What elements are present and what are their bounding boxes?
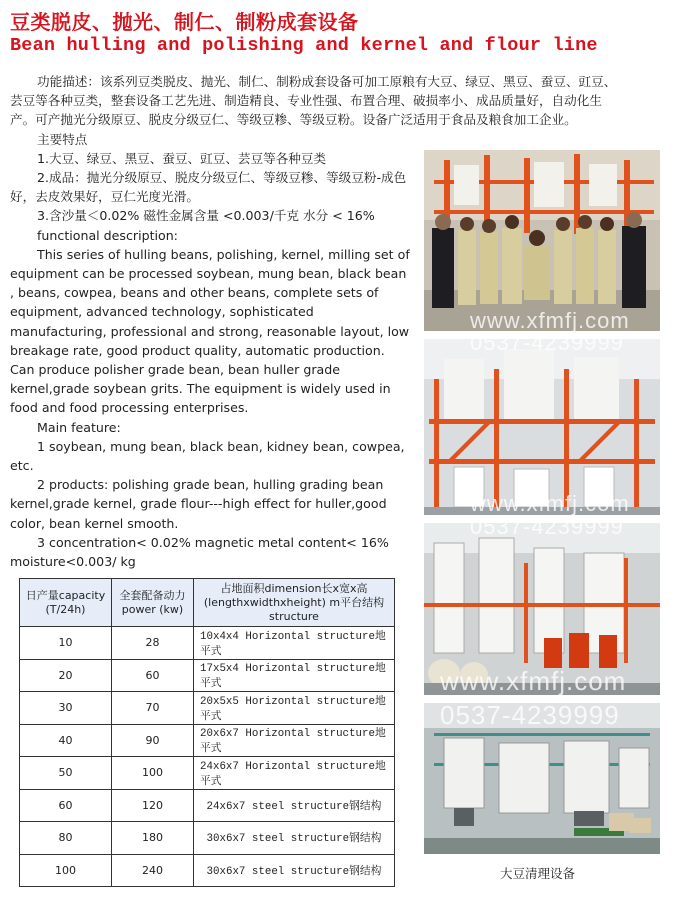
feature-cn-2: 2.成品：抛光分级原豆、脱皮分级豆仁、等级豆糁、等级豆粉-成色好，去皮效果好，豆仁光度光滑。 xyxy=(10,170,407,205)
cell-power: 240 xyxy=(112,854,194,887)
photo-caption: 大豆清理设备 xyxy=(500,866,576,881)
feature-cn-3: 3.含沙量＜0.02% 磁性金属含量 <0.003/千克 水分 < 16% xyxy=(37,208,375,224)
cell-dimension: 10x4x4 Horizontal structure地平式 xyxy=(194,627,395,660)
cell-capacity: 80 xyxy=(20,822,112,855)
cell-capacity: 20 xyxy=(20,659,112,692)
header-dimension: 占地面积dimension长x宽x高 (lengthxwidthxheight) m平台结构 structure xyxy=(194,579,395,627)
table-row xyxy=(20,854,395,887)
cell-power: 180 xyxy=(112,822,194,855)
photo-team xyxy=(424,150,660,331)
feature-en-1: 1 soybean, mung bean, black bean, kidney bean, cowpea, etc. xyxy=(10,438,405,474)
cell-capacity: 10 xyxy=(20,627,112,660)
watermark-phone: 0537-4239999 xyxy=(440,700,620,730)
cell-dimension: 30x6x7 steel structure钢结构 xyxy=(194,822,395,855)
page-title-cn: 豆类脱皮、抛光、制仁、制粉成套设备 xyxy=(10,10,359,34)
cell-dimension: 17x5x4 Horizontal structure地平式 xyxy=(194,659,395,692)
cell-power: 120 xyxy=(112,789,194,822)
cell-power: 70 xyxy=(112,692,194,725)
features-title-en: Main feature: xyxy=(37,419,121,435)
cell-power: 100 xyxy=(112,757,194,790)
watermark-url: www.xfmfj.com xyxy=(440,666,627,696)
feature-en-2: 2 products: polishing grade bean, hulling grading bean kernel,grade kernel, grade flour---high effect for huller,good color, bean kernel smooth. xyxy=(10,477,387,531)
cell-capacity: 30 xyxy=(20,692,112,725)
header-power: 全套配备动力 power (kw) xyxy=(112,579,194,627)
spec-table xyxy=(19,578,395,887)
description-en: This series of hulling beans, polishing, kernel, milling set of equipment can be processed soybean, mung bean, black bean , beans, cowpea, beans and other beans, complete sets of equipment, advanced technology, sophisticated manufacturing, professional and strong, reasonable layout, low breakage rate, good product quality, automatic production. Can produce polisher grade bean, bean huller grade kernel,grade soybean grits. The equipment is widely used in food and food processing enterprises. xyxy=(10,246,410,416)
cell-dimension: 20x5x5 Horizontal structure地平式 xyxy=(194,692,395,725)
cell-dimension: 24x6x7 steel structure钢结构 xyxy=(194,789,395,822)
features-title-cn: 主要特点 xyxy=(37,131,88,147)
description-cn: 功能描述：该系列豆类脱皮、抛光、制仁、制粉成套设备可加工原粮有大豆、绿豆、黑豆、蚕豆、豇豆、芸豆等各种豆类，整套设备工艺先进、制造精良、专业性强、布置合理、破损率小、成品质量好，自动化生产。可产抛光分级原豆、脱皮分级豆仁、等级豆糁、等级豆粉。设备广泛适用于食品及粮食加工企业。 xyxy=(10,74,617,128)
table-row xyxy=(20,692,395,725)
table-row xyxy=(20,659,395,692)
watermark-phone: 0537-4239999 xyxy=(470,330,624,355)
table-row xyxy=(20,822,395,855)
cell-power: 60 xyxy=(112,659,194,692)
cell-capacity: 50 xyxy=(20,757,112,790)
spec-table-header xyxy=(20,579,395,627)
cell-dimension: 24x6x7 Horizontal structure地平式 xyxy=(194,757,395,790)
feature-en-3: 3 concentration< 0.02% magnetic metal content< 16% moisture<0.003/ kg xyxy=(10,534,389,570)
cell-power: 28 xyxy=(112,627,194,660)
cell-dimension: 20x6x7 Horizontal structure地平式 xyxy=(194,724,395,757)
cell-dimension: 30x6x7 steel structure钢结构 xyxy=(194,854,395,887)
table-row xyxy=(20,757,395,790)
cell-capacity: 60 xyxy=(20,789,112,822)
page-title-en: Bean hulling and polishing and kernel and flour line xyxy=(10,35,598,56)
watermark-phone: 0537-4239999 xyxy=(470,514,624,539)
cell-capacity: 100 xyxy=(20,854,112,887)
table-row xyxy=(20,789,395,822)
table-row xyxy=(20,627,395,660)
header-capacity: 日产量capacity (T/24h) xyxy=(20,579,112,627)
table-row xyxy=(20,724,395,757)
feature-cn-1: 1.大豆、绿豆、黑豆、蚕豆、豇豆、芸豆等各种豆类 xyxy=(37,150,327,166)
watermark-url: www.xfmfj.com xyxy=(470,308,630,333)
watermark-url: www.xfmfj.com xyxy=(470,491,630,516)
desc-title-en: functional description: xyxy=(37,227,178,243)
cell-power: 90 xyxy=(112,724,194,757)
cell-capacity: 40 xyxy=(20,724,112,757)
photo-machinery-red xyxy=(424,339,660,515)
